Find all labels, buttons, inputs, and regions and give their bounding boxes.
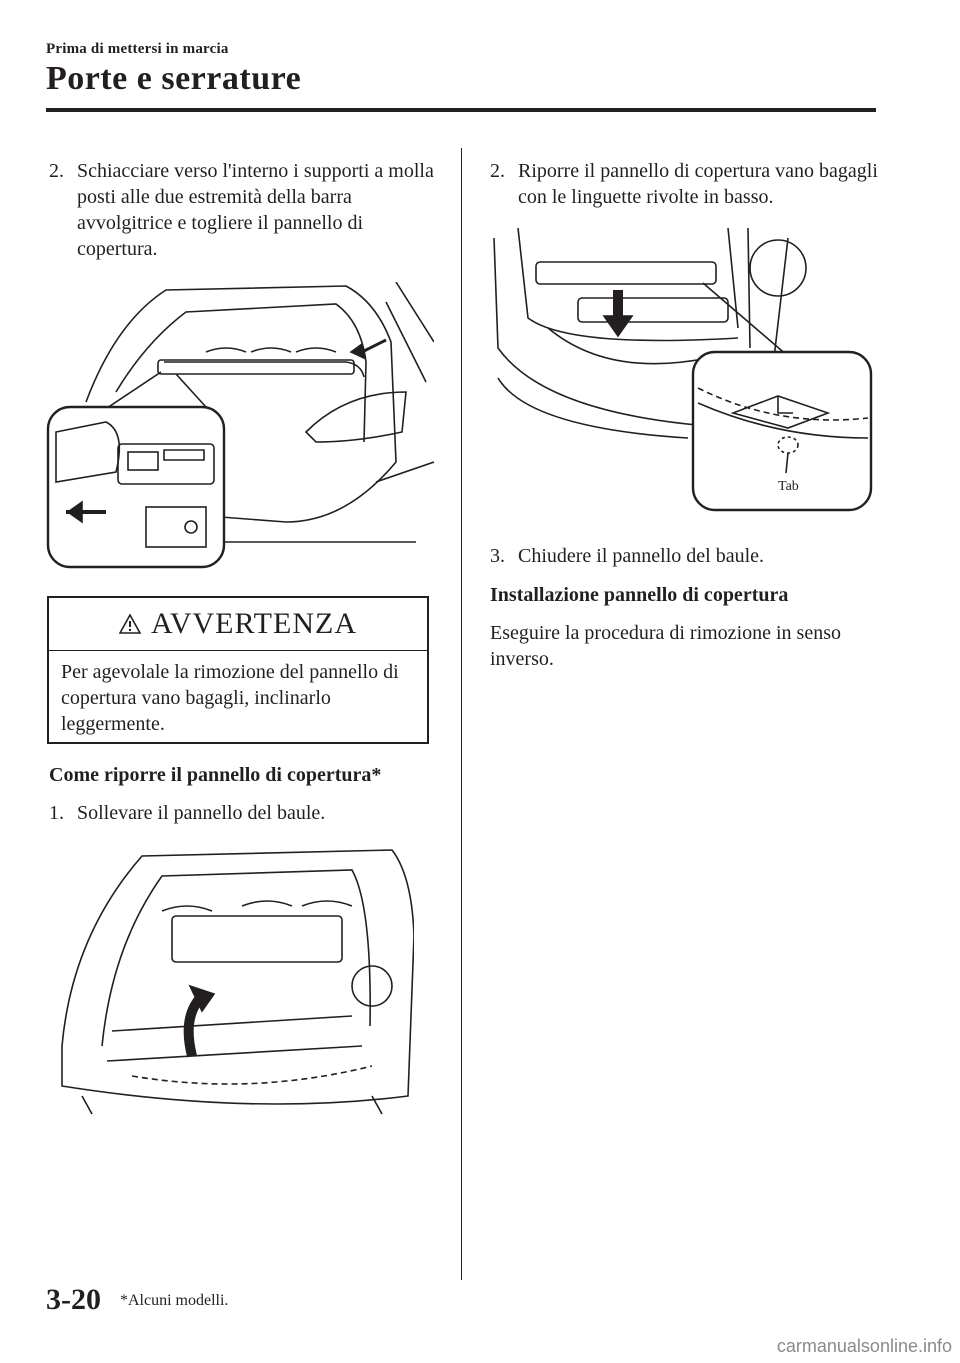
warning-box — [47, 596, 429, 744]
figure-lift-board — [52, 846, 414, 1116]
warning-text: Per agevolale la rimozione del pannello di copertura vano bagagli, inclinarlo leggermente. — [61, 661, 399, 735]
page-title: Porte e serrature — [46, 60, 302, 97]
warning-header — [49, 598, 427, 651]
title-rule — [46, 108, 876, 112]
right-step-2 — [490, 158, 880, 210]
warning-label: AVVERTENZA — [151, 607, 357, 640]
right-step-3 — [490, 543, 880, 569]
figure-remove-cover — [46, 282, 434, 574]
step-text: Riporre il pannello di copertura vano bagagli con le linguette rivolte in basso. — [518, 160, 878, 208]
step-number: 2. — [49, 160, 64, 182]
section-label: Prima di mettersi in marcia — [46, 41, 229, 57]
step-number: 3. — [490, 545, 505, 567]
left-step-1 — [49, 800, 439, 826]
step-text: Sollevare il pannello del baule. — [77, 802, 326, 824]
warning-triangle-icon — [119, 614, 141, 634]
step-number: 1. — [49, 802, 64, 824]
watermark: carmanualsonline.info — [776, 1336, 952, 1356]
heading-install-cover: Installazione pannello di copertura — [490, 584, 789, 606]
heading-store-cover: Come riporre il pannello di copertura* — [49, 764, 382, 786]
figure-store-cover — [488, 228, 874, 514]
column-divider — [461, 148, 462, 1280]
install-paragraph: Eseguire la procedura di rimozione in senso inverso. — [490, 622, 841, 670]
tab-callout-label: Tab — [778, 479, 799, 494]
left-step-2 — [49, 158, 439, 262]
step-text: Chiudere il pannello del baule. — [518, 545, 765, 567]
step-number: 2. — [490, 160, 505, 182]
step-text: Schiacciare verso l'interno i supporti a molla posti alle due estremità della barra avvolgitrice e togliere il pannello di copertura. — [77, 160, 434, 260]
page-number: 3-20 — [46, 1283, 101, 1316]
footnote: *Alcuni modelli. — [120, 1292, 229, 1309]
